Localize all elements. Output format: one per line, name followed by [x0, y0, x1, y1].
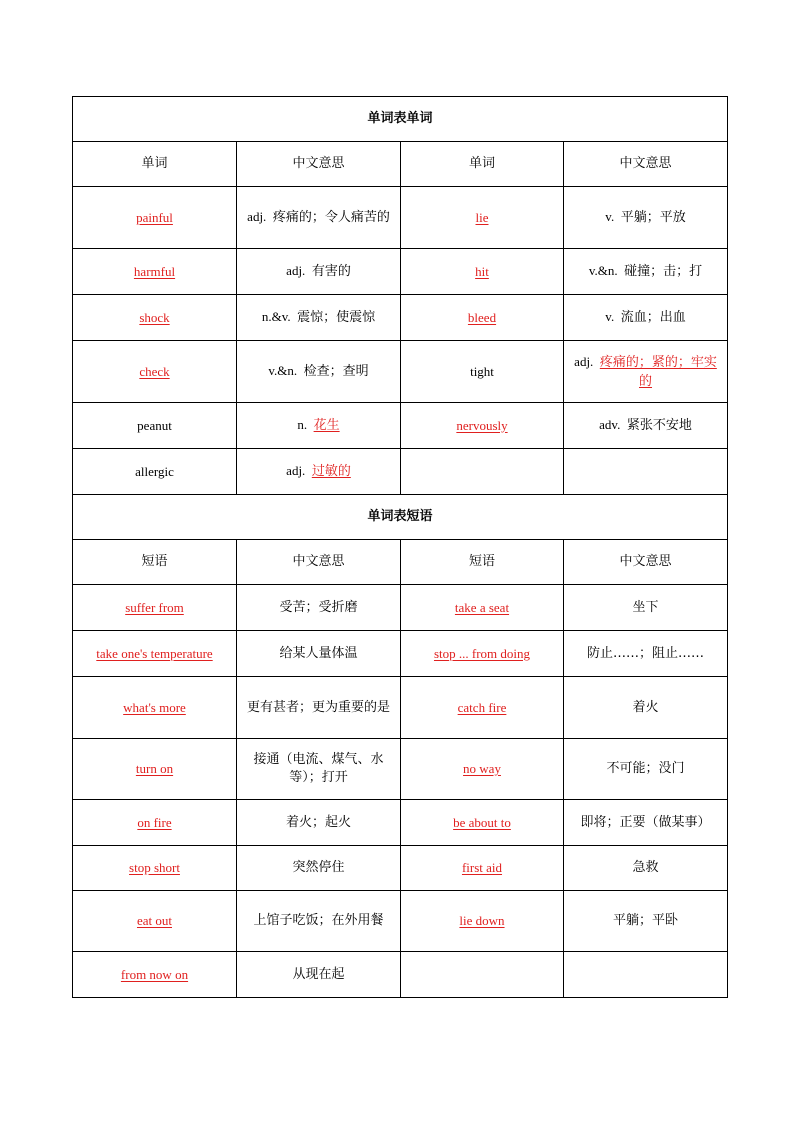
word-cell	[401, 249, 564, 295]
empty-cell	[564, 449, 728, 495]
table-row	[73, 739, 728, 800]
words-title-row	[73, 97, 728, 142]
phrase-cell	[73, 585, 237, 631]
table-row	[73, 187, 728, 249]
header-meaning: 中文意思	[564, 142, 728, 187]
phrase-text: lie down	[459, 913, 505, 928]
phrase-cell	[401, 677, 564, 739]
phrase-cell	[73, 739, 237, 800]
phrase-text: suffer from	[125, 599, 184, 615]
phrase-cell	[73, 677, 237, 739]
meaning-text: 有害的	[311, 264, 351, 279]
meaning-cell	[237, 449, 401, 495]
phrase-text: turn on	[135, 761, 174, 776]
meaning-text: 疼痛的；令人痛苦的	[272, 210, 390, 225]
meaning-cell	[237, 403, 401, 449]
phrase-cell	[401, 631, 564, 677]
phrase-text: from now on	[120, 966, 189, 982]
meaning-cell	[237, 249, 401, 295]
header-meaning: 中文意思	[237, 142, 401, 187]
table-row	[73, 585, 728, 631]
word-cell	[401, 341, 564, 403]
word-shock: shock	[139, 309, 170, 325]
word-harmful: harmful	[133, 263, 176, 279]
phrase-cell	[73, 891, 237, 952]
meaning-cell	[564, 187, 728, 249]
words-section-title: 单词表单词	[73, 97, 728, 142]
header-meaning: 中文意思	[564, 540, 728, 585]
meaning-text: 给某人量体温	[237, 631, 401, 677]
word-cell	[73, 449, 237, 495]
meaning-cell	[564, 403, 728, 449]
phrase-text: catch fire	[457, 699, 507, 715]
part-of-speech: adj.	[247, 209, 267, 224]
phrases-title-row	[73, 495, 728, 540]
meaning-text: 即将；正要（做某事）	[564, 800, 728, 846]
header-word: 单词	[73, 142, 237, 187]
meaning-text: 检查；查明	[303, 364, 369, 379]
part-of-speech: n.	[297, 417, 308, 432]
phrase-cell	[73, 631, 237, 677]
part-of-speech: n.&v.	[261, 309, 291, 324]
meaning-text: 平躺；平卧	[564, 891, 728, 952]
meaning-cell	[564, 295, 728, 341]
part-of-speech: v.	[605, 309, 615, 324]
meaning-text: 受苦；受折磨	[237, 585, 401, 631]
phrase-text: stop ... from doing	[433, 645, 531, 661]
word-cell	[73, 295, 237, 341]
header-meaning: 中文意思	[237, 540, 401, 585]
phrases-header-row	[73, 540, 728, 585]
word-check: check	[139, 363, 170, 379]
word-hit: hit	[475, 263, 489, 279]
phrase-cell	[401, 891, 564, 952]
header-phrase: 短语	[73, 540, 237, 585]
table-row	[73, 677, 728, 739]
meaning-text: 震惊；使震惊	[297, 310, 376, 325]
meaning-cell	[564, 341, 728, 403]
meaning-text: 着火	[564, 677, 728, 739]
header-word: 单词	[401, 142, 564, 187]
meaning-text: 紧张不安地	[626, 418, 692, 433]
word-cell	[401, 403, 564, 449]
word-cell	[401, 295, 564, 341]
phrase-text: no way	[463, 761, 501, 776]
word-tight: tight	[470, 363, 494, 379]
table-row	[73, 846, 728, 891]
phrase-text: take a seat	[454, 599, 510, 615]
meaning-text: 从现在起	[237, 952, 401, 998]
table-row	[73, 800, 728, 846]
word-lie: lie	[475, 209, 489, 225]
phrase-cell	[73, 846, 237, 891]
word-cell	[401, 187, 564, 249]
empty-cell	[401, 952, 564, 998]
word-cell	[73, 403, 237, 449]
table-row	[73, 631, 728, 677]
word-cell	[73, 187, 237, 249]
word-allergic: allergic	[135, 463, 174, 479]
word-painful: painful	[136, 209, 173, 225]
part-of-speech: v.&n.	[268, 363, 298, 378]
meaning-text: 防止……；阻止……	[564, 631, 728, 677]
meaning-text: 疼痛的；紧的；牢实的	[599, 354, 717, 389]
part-of-speech: adv.	[599, 417, 621, 432]
phrase-cell	[401, 846, 564, 891]
meaning-text: 平躺；平放	[620, 210, 686, 225]
phrase-cell	[401, 739, 564, 800]
meaning-text: 坐下	[564, 585, 728, 631]
phrase-text: what's more	[123, 699, 186, 715]
table-row	[73, 249, 728, 295]
meaning-cell	[237, 187, 401, 249]
phrase-cell	[73, 952, 237, 998]
empty-cell	[401, 449, 564, 495]
phrase-text: eat out	[136, 913, 172, 928]
meaning-text: 急救	[564, 846, 728, 891]
words-header-row	[73, 142, 728, 187]
phrase-text: first aid	[461, 860, 503, 875]
table-row	[73, 952, 728, 998]
phrase-text: be about to	[453, 814, 511, 830]
table-row	[73, 891, 728, 952]
meaning-cell	[564, 249, 728, 295]
word-bleed: bleed	[467, 309, 497, 325]
table-row	[73, 449, 728, 495]
meaning-text: 过敏的	[311, 464, 351, 479]
vocabulary-table	[72, 96, 728, 998]
phrase-cell	[73, 800, 237, 846]
word-peanut: peanut	[137, 417, 172, 433]
meaning-text: 花生	[313, 418, 340, 433]
table-row	[73, 403, 728, 449]
part-of-speech: v.&n.	[588, 263, 618, 278]
meaning-cell	[237, 295, 401, 341]
word-nervously: nervously	[456, 417, 508, 433]
word-cell	[73, 249, 237, 295]
phrase-cell	[401, 585, 564, 631]
table-row	[73, 295, 728, 341]
phrase-cell	[401, 800, 564, 846]
meaning-text: 更有甚者；更为重要的是	[237, 677, 401, 739]
phrases-section-title: 单词表短语	[73, 495, 728, 540]
table-row	[73, 341, 728, 403]
meaning-text: 着火；起火	[237, 800, 401, 846]
part-of-speech: adj.	[286, 463, 306, 478]
meaning-text: 流血；出血	[620, 310, 686, 325]
header-phrase: 短语	[401, 540, 564, 585]
part-of-speech: adj.	[574, 353, 594, 369]
empty-cell	[564, 952, 728, 998]
meaning-text: 接通（电流、煤气、水等）；打开	[237, 739, 401, 800]
part-of-speech: adj.	[286, 263, 306, 278]
phrase-text: stop short	[129, 860, 180, 875]
meaning-text: 碰撞；击；打	[624, 264, 703, 279]
meaning-cell	[237, 341, 401, 403]
word-cell	[73, 341, 237, 403]
meaning-text: 突然停住	[237, 846, 401, 891]
phrase-text: take one's temperature	[96, 645, 213, 661]
part-of-speech: v.	[605, 209, 615, 224]
meaning-text: 上馆子吃饭；在外用餐	[237, 891, 401, 952]
meaning-text: 不可能；没门	[564, 739, 728, 800]
phrase-text: on fire	[137, 814, 172, 830]
